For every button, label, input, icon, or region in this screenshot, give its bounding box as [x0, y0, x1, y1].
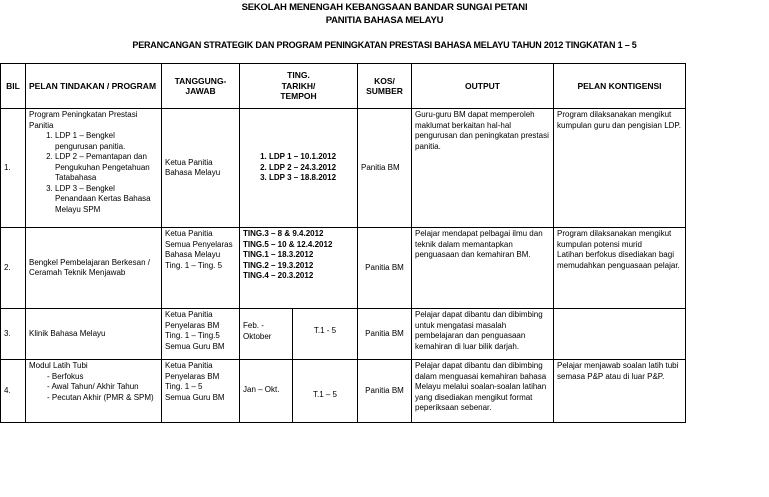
col-output: OUTPUT: [412, 64, 554, 109]
row-tanggungjawab: Ketua Panitia Penyelaras BM Ting. 1 – 5 Semua Guru BM: [162, 360, 240, 423]
row-output: Pelajar dapat dibantu dan dibimbing untuk mengatasi masalah pembelajaran dan penguasaan kemahiran di luar bilik darjah.: [412, 309, 554, 360]
row-tempoh: TING.3 – 8 & 9.4.2012 TING.5 – 10 & 12.4.2012 TING.1 – 18.3.2012 TING.2 – 19.3.2012 TING.4 – 20.3.2012: [240, 228, 358, 309]
panel-title: PANITIA BAHASA MELAYU: [325, 15, 444, 26]
row-sumber: Panitia BM: [358, 309, 412, 360]
table-row: [1, 228, 686, 309]
row-bil: 1.: [1, 109, 26, 228]
row-tanggungjawab: Ketua Panitia Bahasa Melayu: [162, 109, 240, 228]
col-tempoh: TING. TARIKH/ TEMPOH: [240, 64, 358, 109]
row-kontingensi: Program dilaksanakan mengikut kumpulan potensi murid Latihan berfokus disediakan bagi memudahkan penguasaan pelajar.: [554, 228, 686, 309]
col-program: PELAN TINDAKAN / PROGRAM: [26, 64, 162, 109]
row-tempoh: Feb. - Oktober T.1 - 5: [240, 309, 358, 360]
row-kontingensi: Program dilaksanakan mengikut kumpulan guru dan pengisian LDP.: [554, 109, 686, 228]
row-tempoh: 1. LDP 1 – 10.1.2012 2. LDP 2 – 24.3.2012 3. LDP 3 – 18.8.2012: [240, 109, 358, 228]
table-row: [1, 109, 686, 228]
row-tempoh: Jan – Okt. T.1 – 5: [240, 360, 358, 423]
row-bil: 3.: [1, 309, 26, 360]
row-sumber: Panitia BM: [358, 109, 412, 228]
row-bil: 2.: [1, 228, 26, 309]
school-title: SEKOLAH MENENGAH KEBANGSAAN BANDAR SUNGAI PETANI: [241, 2, 528, 13]
row-kontingensi: Pelajar menjawab soalan latih tubi semasa P&P atau di luar P&P.: [554, 360, 686, 423]
row-program: Bengkel Pembelajaran Berkesan / Ceramah Teknik Menjawab: [26, 228, 162, 309]
col-bil: BIL: [1, 64, 26, 109]
row-program: Modul Latih Tubi - Berfokus - Awal Tahun/ Akhir Tahun - Pecutan Akhir (PMR & SPM): [26, 360, 162, 423]
col-tanggungjawab: TANGGUNG- JAWAB: [162, 64, 240, 109]
row-program: Program Peningkatan Prestasi Panitia 1. LDP 1 – Bengkel pengurusan panitia. 2. LDP 2 – Pemantapan dan Pengukuhan Pengetahuan Tatabahasa 3. LDP 3 – Bengkel Penandaan Kertas Bahasa Melayu SPM: [26, 109, 162, 228]
row-kontingensi: [554, 309, 686, 360]
row-tanggungjawab: Ketua Panitia Penyelaras BM Ting. 1 – Ting.5 Semua Guru BM: [162, 309, 240, 360]
col-kontingensi: PELAN KONTIGENSI: [554, 64, 686, 109]
table-row: [1, 360, 686, 423]
col-sumber: KOS/ SUMBER: [358, 64, 412, 109]
row-output: Pelajar mendapat pelbagai ilmu dan teknik dalam memantapkan penguasaan dan kemahiran BM.: [412, 228, 554, 309]
row-tanggungjawab: Ketua Panitia Semua Penyelaras Bahasa Melayu Ting. 1 – Ting. 5: [162, 228, 240, 309]
strategic-plan-table: [0, 63, 686, 423]
table-row: [1, 309, 686, 360]
row-output: Pelajar dapat dibantu dan dibimbing dalam menguasai kemahiran bahasa Melayu melalui soalan-soalan latihan yang disediakan mengikut format peperiksaan sebenar.: [412, 360, 554, 423]
row-output: Guru-guru BM dapat memperoleh maklumat berkaitan hal-hal pengurusan dan peningkatan prestasi panitia.: [412, 109, 554, 228]
row-sumber: Panitia BM: [358, 228, 412, 309]
plan-title: PERANCANGAN STRATEGIK DAN PROGRAM PENINGKATAN PRESTASI BAHASA MELAYU TAHUN 2012 TINGKATAN 1 – 5: [132, 40, 637, 50]
row-program: Klinik Bahasa Melayu: [26, 309, 162, 360]
row-sumber: Panitia BM: [358, 360, 412, 423]
row-bil: 4.: [1, 360, 26, 423]
table-header-row: [1, 64, 686, 109]
